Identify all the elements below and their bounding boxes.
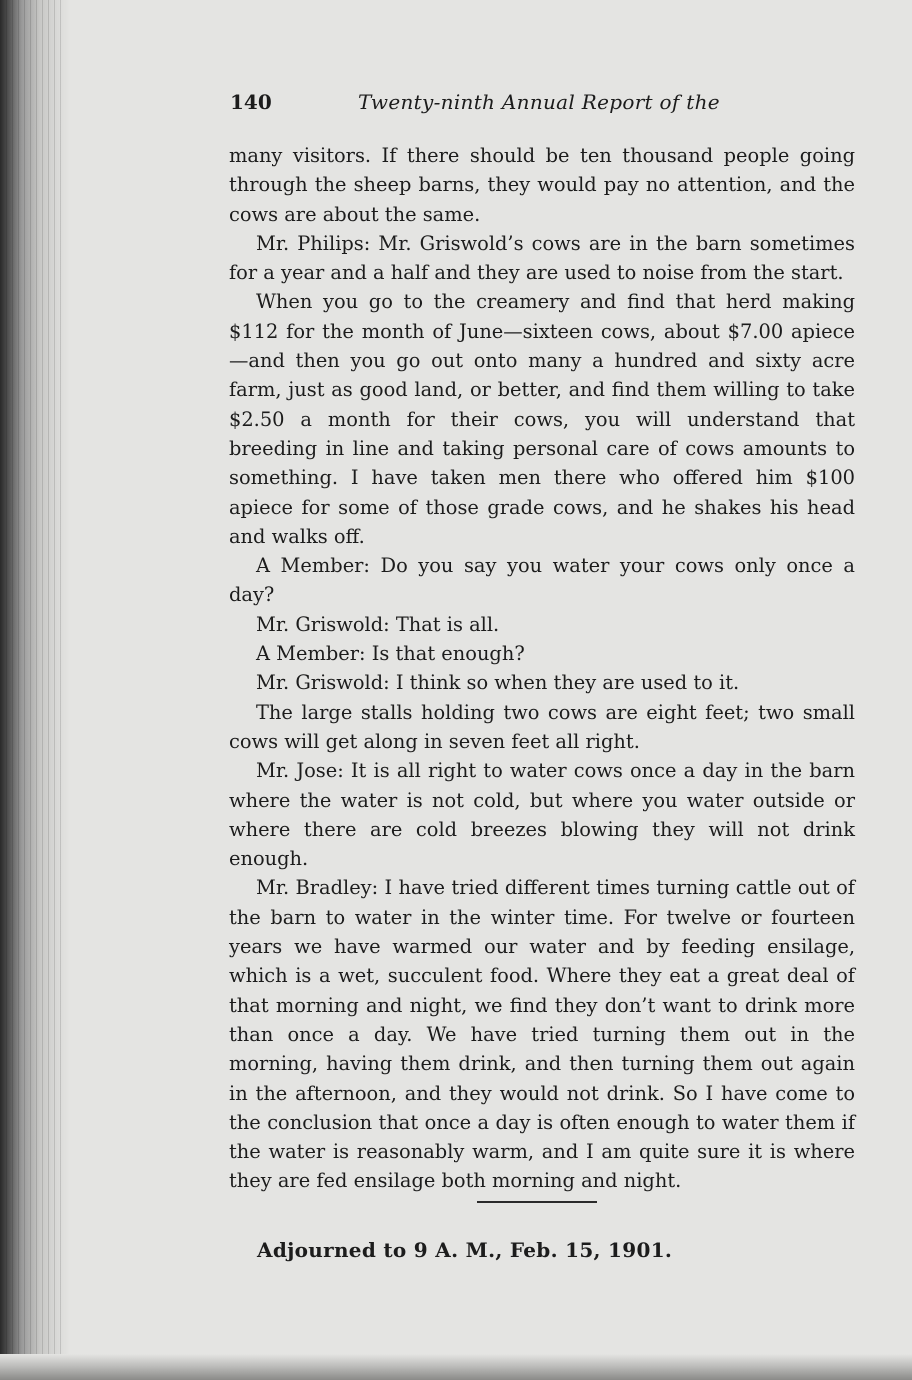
paragraph: When you go to the creamery and find that herd making $112 for the month of June—sixteen cows, about $7.00 apiece—and then you go out onto many a hundred and sixty acre farm, just as good land, or better, and find them willing to take $2.50 a month for their cows, you will understand that breeding in line and taking personal care of cows amounts to something. I have taken men there who offered him $100 apiece for some of those grade cows, and he shakes his head and walks off. [229,290,855,548]
page-header [230,88,730,124]
paragraph: Mr. Bradley: I have tried different times turning cattle out of the barn to water in the winter time. For twelve or fourteen years we have warmed our water and by feeding ensilage, which is a wet, succulent food. Where they eat a great deal of that morning and night, we find they don’t want to drink more than once a day. We have tried turning them out in the morning, having them drink, and then turning them out again in the afternoon, and they would not drink. So I have come to the conclusion that once a day is often enough to water them if the water is reasonably warm, and I am quite sure it is where they are fed ensilage both morning and night. [229,876,855,1193]
paragraph: A Member: Do you say you water your cows only once a day? [229,554,855,607]
page-body [229,141,855,1196]
paragraph: Mr. Griswold: I think so when they are used to it. [256,671,740,695]
paragraph: A Member: Is that enough? [256,642,525,666]
paragraph: Mr. Jose: It is all right to water cows once a day in the barn where the water is not cold, but where you water outside or where there are cold breezes blowing they will not drink enough. [229,759,855,871]
paragraph: Mr. Griswold: That is all. [256,612,500,636]
adjournment-line: Adjourned to 9 A. M., Feb. 15, 1901. [257,1238,673,1262]
running-title: Twenty-ninth Annual Report of the [358,90,720,114]
page-number: 140 [230,90,272,114]
page-edges [6,0,66,1380]
section-divider [477,1201,597,1203]
paragraph: The large stalls holding two cows are eight feet; two small cows will get along in seven feet all right. [229,700,855,753]
page-bottom-edge [0,1354,912,1380]
paragraph: many visitors. If there should be ten thousand people going through the sheep barns, they would pay no attention, and the cows are about the same. [229,144,855,226]
paragraph: Mr. Philips: Mr. Griswold’s cows are in the barn sometimes for a year and a half and they are used to noise from the start. [229,231,855,285]
